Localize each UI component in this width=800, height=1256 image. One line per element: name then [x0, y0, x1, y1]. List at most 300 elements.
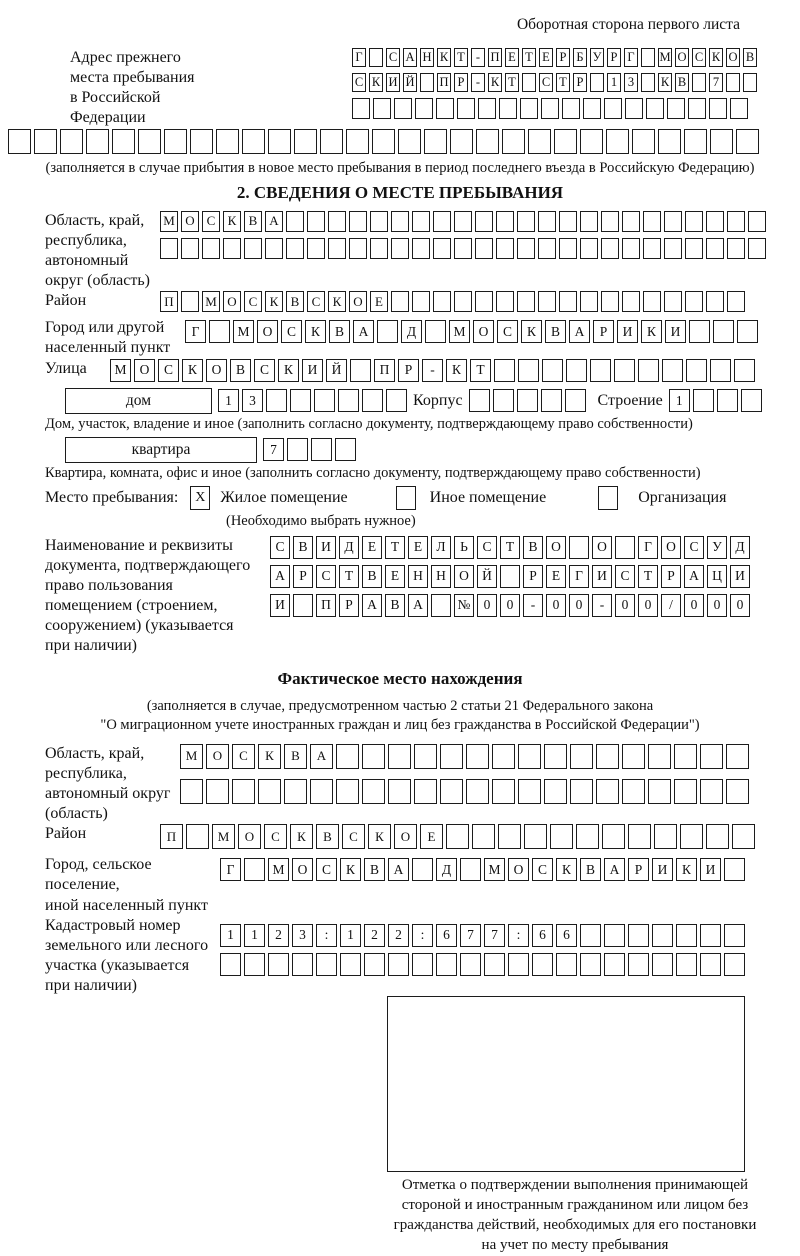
char-cell[interactable]: С — [202, 211, 220, 232]
char-cell[interactable]: К — [182, 359, 203, 382]
char-cell[interactable] — [86, 129, 109, 154]
char-cell[interactable] — [498, 824, 521, 849]
char-cell[interactable]: С — [477, 536, 497, 559]
char-cell[interactable]: Г — [569, 565, 589, 588]
char-cell[interactable]: 0 — [615, 594, 635, 617]
char-cell[interactable] — [286, 238, 304, 259]
char-cell[interactable] — [492, 744, 515, 769]
char-cell[interactable]: 0 — [477, 594, 497, 617]
char-cell[interactable] — [500, 565, 520, 588]
char-cell[interactable] — [436, 98, 454, 119]
char-cell[interactable] — [338, 389, 359, 412]
char-cell[interactable]: Т — [638, 565, 658, 588]
char-cell[interactable]: Р — [573, 73, 587, 92]
char-cell[interactable]: П — [316, 594, 336, 617]
char-cell[interactable] — [664, 211, 682, 232]
char-cell[interactable]: К — [340, 858, 361, 881]
char-cell[interactable]: Р — [593, 320, 614, 343]
char-cell[interactable] — [622, 211, 640, 232]
char-cell[interactable]: О — [394, 824, 417, 849]
char-cell[interactable] — [724, 953, 745, 976]
char-cell[interactable] — [307, 238, 325, 259]
char-cell[interactable] — [412, 211, 430, 232]
char-cell[interactable]: В — [545, 320, 566, 343]
char-cell[interactable]: Т — [470, 359, 491, 382]
char-cell[interactable] — [528, 129, 551, 154]
char-cell[interactable]: Е — [385, 565, 405, 588]
char-cell[interactable]: № — [454, 594, 474, 617]
char-cell[interactable]: О — [181, 211, 199, 232]
char-cell[interactable]: С — [539, 73, 553, 92]
char-cell[interactable] — [550, 824, 573, 849]
char-cell[interactable]: 3 — [624, 73, 638, 92]
char-cell[interactable] — [700, 744, 723, 769]
char-cell[interactable]: Г — [352, 48, 366, 67]
char-cell[interactable] — [181, 238, 199, 259]
char-cell[interactable]: Е — [420, 824, 443, 849]
char-cell[interactable] — [460, 953, 481, 976]
char-cell[interactable]: И — [700, 858, 721, 881]
char-cell[interactable] — [748, 238, 766, 259]
char-cell[interactable] — [706, 824, 729, 849]
char-cell[interactable] — [580, 953, 601, 976]
char-cell[interactable]: С — [244, 291, 262, 312]
char-cell[interactable] — [328, 211, 346, 232]
char-cell[interactable]: С — [307, 291, 325, 312]
char-cell[interactable] — [538, 238, 556, 259]
char-cell[interactable]: : — [316, 924, 337, 947]
char-cell[interactable] — [743, 73, 757, 92]
char-cell[interactable]: А — [362, 594, 382, 617]
char-cell[interactable] — [580, 211, 598, 232]
char-cell[interactable]: Д — [339, 536, 359, 559]
char-cell[interactable]: К — [676, 858, 697, 881]
char-cell[interactable] — [734, 359, 755, 382]
char-cell[interactable] — [8, 129, 31, 154]
char-cell[interactable] — [336, 779, 359, 804]
char-cell[interactable] — [604, 953, 625, 976]
char-cell[interactable] — [180, 779, 203, 804]
char-cell[interactable] — [364, 953, 385, 976]
char-cell[interactable] — [484, 953, 505, 976]
char-cell[interactable] — [499, 98, 517, 119]
char-cell[interactable]: В — [244, 211, 262, 232]
char-cell[interactable]: А — [265, 211, 283, 232]
char-cell[interactable] — [532, 953, 553, 976]
char-cell[interactable] — [460, 858, 481, 881]
char-cell[interactable] — [580, 129, 603, 154]
char-cell[interactable] — [601, 238, 619, 259]
char-cell[interactable] — [615, 536, 635, 559]
char-cell[interactable] — [684, 129, 707, 154]
char-cell[interactable] — [34, 129, 57, 154]
char-cell[interactable]: Ь — [454, 536, 474, 559]
char-cell[interactable]: У — [590, 48, 604, 67]
char-cell[interactable]: К — [658, 73, 672, 92]
char-cell[interactable]: М — [110, 359, 131, 382]
checkbox-organization[interactable] — [598, 486, 618, 510]
char-cell[interactable]: К — [290, 824, 313, 849]
char-cell[interactable]: В — [230, 359, 251, 382]
char-cell[interactable] — [425, 320, 446, 343]
char-cell[interactable] — [352, 98, 370, 119]
char-cell[interactable] — [538, 291, 556, 312]
char-cell[interactable]: В — [329, 320, 350, 343]
char-cell[interactable] — [492, 779, 515, 804]
char-cell[interactable] — [216, 129, 239, 154]
char-cell[interactable] — [538, 211, 556, 232]
char-cell[interactable]: М — [180, 744, 203, 769]
char-cell[interactable] — [160, 238, 178, 259]
char-cell[interactable]: С — [615, 565, 635, 588]
char-cell[interactable] — [475, 211, 493, 232]
char-cell[interactable] — [517, 291, 535, 312]
char-cell[interactable]: - — [592, 594, 612, 617]
char-cell[interactable] — [433, 238, 451, 259]
char-cell[interactable]: В — [385, 594, 405, 617]
char-cell[interactable] — [622, 779, 645, 804]
char-cell[interactable] — [370, 211, 388, 232]
char-cell[interactable] — [686, 359, 707, 382]
char-cell[interactable]: Й — [477, 565, 497, 588]
char-cell[interactable]: 1 — [340, 924, 361, 947]
char-cell[interactable]: И — [270, 594, 290, 617]
char-cell[interactable] — [709, 98, 727, 119]
char-cell[interactable] — [450, 129, 473, 154]
char-cell[interactable]: М — [233, 320, 254, 343]
char-cell[interactable] — [60, 129, 83, 154]
char-cell[interactable]: В — [364, 858, 385, 881]
char-cell[interactable]: 6 — [436, 924, 457, 947]
char-cell[interactable]: О — [238, 824, 261, 849]
char-cell[interactable]: И — [386, 73, 400, 92]
char-cell[interactable] — [541, 389, 562, 412]
char-cell[interactable]: О — [206, 359, 227, 382]
char-cell[interactable]: К — [437, 48, 451, 67]
char-cell[interactable]: - — [422, 359, 443, 382]
char-cell[interactable]: А — [310, 744, 333, 769]
char-cell[interactable]: : — [508, 924, 529, 947]
char-cell[interactable] — [736, 129, 759, 154]
char-cell[interactable] — [641, 73, 655, 92]
char-cell[interactable] — [662, 359, 683, 382]
char-cell[interactable]: М — [212, 824, 235, 849]
char-cell[interactable] — [562, 98, 580, 119]
char-cell[interactable]: К — [258, 744, 281, 769]
char-cell[interactable]: 0 — [546, 594, 566, 617]
char-cell[interactable] — [727, 238, 745, 259]
char-cell[interactable] — [496, 211, 514, 232]
char-cell[interactable] — [202, 238, 220, 259]
char-cell[interactable] — [414, 744, 437, 769]
char-cell[interactable] — [377, 320, 398, 343]
char-cell[interactable] — [223, 238, 241, 259]
char-cell[interactable] — [244, 238, 262, 259]
char-cell[interactable] — [232, 779, 255, 804]
char-cell[interactable]: О — [726, 48, 740, 67]
char-cell[interactable] — [596, 744, 619, 769]
char-cell[interactable]: А — [353, 320, 374, 343]
char-cell[interactable] — [688, 98, 706, 119]
char-cell[interactable] — [391, 211, 409, 232]
char-cell[interactable] — [307, 211, 325, 232]
char-cell[interactable]: П — [374, 359, 395, 382]
char-cell[interactable] — [724, 858, 745, 881]
char-cell[interactable] — [700, 779, 723, 804]
char-cell[interactable]: К — [641, 320, 662, 343]
char-cell[interactable] — [414, 779, 437, 804]
char-cell[interactable] — [622, 238, 640, 259]
char-cell[interactable]: В — [743, 48, 757, 67]
char-cell[interactable] — [541, 98, 559, 119]
char-cell[interactable] — [518, 779, 541, 804]
char-cell[interactable] — [614, 359, 635, 382]
char-cell[interactable]: В — [580, 858, 601, 881]
char-cell[interactable] — [286, 211, 304, 232]
char-cell[interactable]: Т — [454, 48, 468, 67]
char-cell[interactable]: К — [709, 48, 723, 67]
char-cell[interactable] — [674, 779, 697, 804]
char-cell[interactable]: К — [369, 73, 383, 92]
char-cell[interactable]: И — [302, 359, 323, 382]
char-cell[interactable] — [440, 744, 463, 769]
char-cell[interactable]: С — [232, 744, 255, 769]
char-cell[interactable]: И — [652, 858, 673, 881]
char-cell[interactable] — [362, 744, 385, 769]
char-cell[interactable] — [446, 824, 469, 849]
char-cell[interactable] — [294, 129, 317, 154]
char-cell[interactable] — [362, 389, 383, 412]
char-cell[interactable]: Н — [431, 565, 451, 588]
char-cell[interactable] — [186, 824, 209, 849]
char-cell[interactable] — [412, 291, 430, 312]
char-cell[interactable]: С — [316, 858, 337, 881]
char-cell[interactable] — [268, 129, 291, 154]
char-cell[interactable] — [336, 744, 359, 769]
char-cell[interactable] — [292, 953, 313, 976]
char-cell[interactable] — [569, 536, 589, 559]
char-cell[interactable]: Т — [339, 565, 359, 588]
char-cell[interactable]: О — [546, 536, 566, 559]
char-cell[interactable]: Т — [500, 536, 520, 559]
char-cell[interactable] — [648, 779, 671, 804]
char-cell[interactable] — [493, 389, 514, 412]
char-cell[interactable]: К — [265, 291, 283, 312]
char-cell[interactable]: Г — [638, 536, 658, 559]
char-cell[interactable] — [601, 291, 619, 312]
char-cell[interactable]: О — [508, 858, 529, 881]
char-cell[interactable]: Д — [436, 858, 457, 881]
char-cell[interactable]: 1 — [607, 73, 621, 92]
char-cell[interactable] — [542, 359, 563, 382]
char-cell[interactable] — [570, 744, 593, 769]
char-cell[interactable] — [643, 211, 661, 232]
char-cell[interactable]: И — [316, 536, 336, 559]
char-cell[interactable] — [544, 779, 567, 804]
char-cell[interactable] — [726, 73, 740, 92]
char-cell[interactable]: А — [388, 858, 409, 881]
char-cell[interactable] — [641, 48, 655, 67]
char-cell[interactable] — [570, 779, 593, 804]
char-cell[interactable]: С — [386, 48, 400, 67]
char-cell[interactable]: П — [160, 824, 183, 849]
char-cell[interactable]: - — [471, 48, 485, 67]
char-cell[interactable]: Е — [539, 48, 553, 67]
char-cell[interactable] — [676, 924, 697, 947]
char-cell[interactable]: Д — [730, 536, 750, 559]
char-cell[interactable] — [242, 129, 265, 154]
char-cell[interactable] — [559, 211, 577, 232]
char-cell[interactable]: А — [604, 858, 625, 881]
char-cell[interactable] — [502, 129, 525, 154]
char-cell[interactable]: П — [437, 73, 451, 92]
char-cell[interactable] — [350, 359, 371, 382]
char-cell[interactable] — [680, 824, 703, 849]
char-cell[interactable] — [340, 953, 361, 976]
char-cell[interactable] — [362, 779, 385, 804]
char-cell[interactable] — [692, 73, 706, 92]
char-cell[interactable]: С — [497, 320, 518, 343]
char-cell[interactable] — [566, 359, 587, 382]
char-cell[interactable] — [724, 924, 745, 947]
char-cell[interactable]: 6 — [532, 924, 553, 947]
char-cell[interactable] — [138, 129, 161, 154]
char-cell[interactable] — [433, 211, 451, 232]
char-cell[interactable] — [748, 211, 766, 232]
char-cell[interactable] — [517, 389, 538, 412]
char-cell[interactable] — [580, 924, 601, 947]
char-cell[interactable] — [164, 129, 187, 154]
char-cell[interactable]: Б — [573, 48, 587, 67]
char-cell[interactable]: Г — [185, 320, 206, 343]
char-cell[interactable]: К — [368, 824, 391, 849]
char-cell[interactable]: Р — [607, 48, 621, 67]
char-cell[interactable] — [290, 389, 311, 412]
char-cell[interactable] — [466, 779, 489, 804]
char-cell[interactable]: 1 — [244, 924, 265, 947]
char-cell[interactable] — [730, 98, 748, 119]
char-cell[interactable] — [676, 953, 697, 976]
char-cell[interactable] — [583, 98, 601, 119]
char-cell[interactable]: А — [270, 565, 290, 588]
char-cell[interactable] — [472, 824, 495, 849]
char-cell[interactable]: К — [305, 320, 326, 343]
char-cell[interactable] — [700, 953, 721, 976]
char-cell[interactable] — [420, 73, 434, 92]
char-cell[interactable] — [646, 98, 664, 119]
char-cell[interactable] — [706, 238, 724, 259]
char-cell[interactable] — [335, 438, 356, 461]
char-cell[interactable] — [559, 238, 577, 259]
char-cell[interactable] — [713, 320, 734, 343]
char-cell[interactable] — [604, 924, 625, 947]
char-cell[interactable] — [436, 953, 457, 976]
char-cell[interactable] — [643, 238, 661, 259]
char-cell[interactable]: В — [286, 291, 304, 312]
char-cell[interactable] — [632, 129, 655, 154]
char-cell[interactable] — [590, 359, 611, 382]
char-cell[interactable]: О — [592, 536, 612, 559]
char-cell[interactable]: О — [257, 320, 278, 343]
char-cell[interactable] — [190, 129, 213, 154]
char-cell[interactable]: А — [403, 48, 417, 67]
char-cell[interactable]: Р — [628, 858, 649, 881]
char-cell[interactable]: А — [684, 565, 704, 588]
char-cell[interactable] — [664, 291, 682, 312]
char-cell[interactable]: Ц — [707, 565, 727, 588]
char-cell[interactable] — [654, 824, 677, 849]
char-cell[interactable]: В — [523, 536, 543, 559]
char-cell[interactable]: М — [160, 211, 178, 232]
char-cell[interactable]: У — [707, 536, 727, 559]
char-cell[interactable] — [596, 779, 619, 804]
char-cell[interactable] — [433, 291, 451, 312]
char-cell[interactable]: П — [488, 48, 502, 67]
char-cell[interactable] — [369, 48, 383, 67]
char-cell[interactable]: Н — [408, 565, 428, 588]
char-cell[interactable] — [622, 291, 640, 312]
char-cell[interactable] — [652, 924, 673, 947]
char-cell[interactable]: 0 — [638, 594, 658, 617]
char-cell[interactable]: О — [454, 565, 474, 588]
char-cell[interactable]: С — [316, 565, 336, 588]
char-cell[interactable]: О — [349, 291, 367, 312]
char-cell[interactable] — [268, 953, 289, 976]
char-cell[interactable]: С — [270, 536, 290, 559]
char-cell[interactable]: - — [471, 73, 485, 92]
char-cell[interactable]: С — [281, 320, 302, 343]
char-cell[interactable] — [518, 744, 541, 769]
char-cell[interactable] — [689, 320, 710, 343]
char-cell[interactable] — [496, 238, 514, 259]
char-cell[interactable]: Р — [339, 594, 359, 617]
char-cell[interactable] — [415, 98, 433, 119]
char-cell[interactable] — [517, 238, 535, 259]
char-cell[interactable]: К — [328, 291, 346, 312]
char-cell[interactable] — [601, 211, 619, 232]
char-cell[interactable] — [209, 320, 230, 343]
char-cell[interactable] — [478, 98, 496, 119]
char-cell[interactable]: Г — [624, 48, 638, 67]
char-cell[interactable]: А — [569, 320, 590, 343]
char-cell[interactable]: Л — [431, 536, 451, 559]
char-cell[interactable]: Е — [362, 536, 382, 559]
char-cell[interactable] — [580, 291, 598, 312]
char-cell[interactable]: М — [658, 48, 672, 67]
char-cell[interactable]: Е — [505, 48, 519, 67]
char-cell[interactable]: 0 — [707, 594, 727, 617]
char-cell[interactable]: О — [134, 359, 155, 382]
char-cell[interactable] — [454, 211, 472, 232]
char-cell[interactable]: О — [675, 48, 689, 67]
char-cell[interactable]: Й — [326, 359, 347, 382]
char-cell[interactable] — [424, 129, 447, 154]
char-cell[interactable]: И — [617, 320, 638, 343]
char-cell[interactable] — [590, 73, 604, 92]
char-cell[interactable]: М — [268, 858, 289, 881]
char-cell[interactable] — [710, 129, 733, 154]
char-cell[interactable] — [517, 211, 535, 232]
char-cell[interactable]: В — [293, 536, 313, 559]
char-cell[interactable] — [648, 744, 671, 769]
char-cell[interactable] — [727, 291, 745, 312]
char-cell[interactable]: Е — [408, 536, 428, 559]
char-cell[interactable] — [580, 238, 598, 259]
char-cell[interactable]: А — [408, 594, 428, 617]
char-cell[interactable] — [628, 924, 649, 947]
char-cell[interactable] — [643, 291, 661, 312]
char-cell[interactable]: К — [556, 858, 577, 881]
